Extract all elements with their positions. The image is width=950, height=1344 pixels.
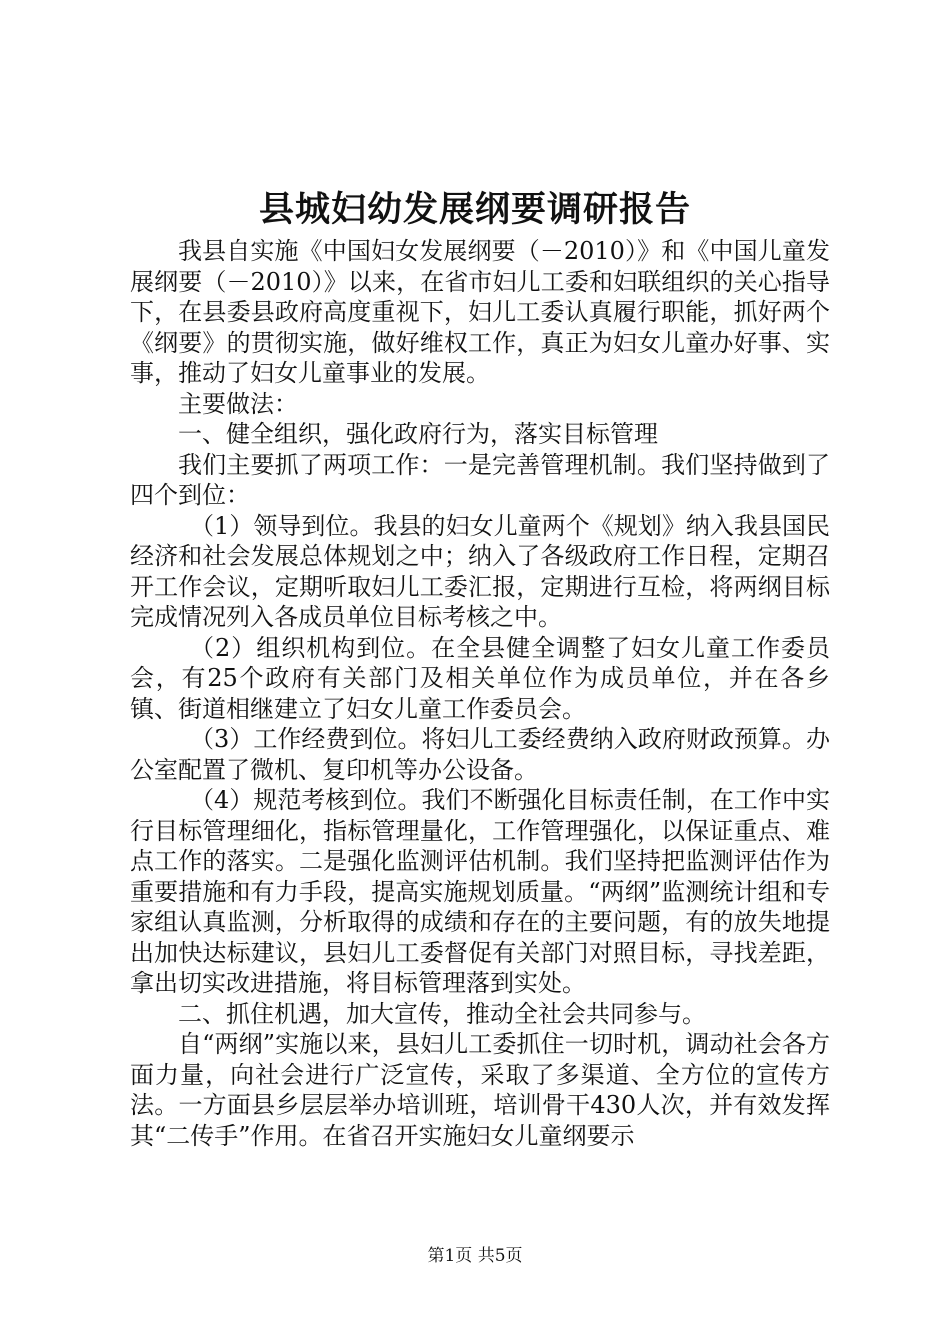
paragraph-publicity: 自“两纲”实施以来，县妇儿工委抓住一切时机，调动社会各方面力量，向社会进行广泛宣传，采取了多渠道、全方位的宣传方法。一方面县乡层层举办培训班，培训骨干430人次，并有效发挥其“二传手”作用。在省召开实施妇女儿童纲要示 (130, 1030, 830, 1150)
page-footer: 第1页 共5页 (427, 1246, 523, 1266)
section-heading-2: 二、抓住机遇，加大宣传，推动全社会共同参与。 (178, 999, 706, 1028)
paragraph-item-3: （3）工作经费到位。将妇儿工委经费纳入政府财政预算。办公室配置了微机、复印机等办公设备。 (130, 725, 830, 784)
paragraph-main-methods: 主要做法： (178, 389, 298, 418)
section-heading-1: 一、健全组织，强化政府行为，落实目标管理 (178, 420, 658, 448)
document-title: 县城妇幼发展纲要调研报告 (258, 189, 691, 230)
paragraph-item-1: （1）领导到位。我县的妇女儿童两个《规划》纳入我县国民经济和社会发展总体规划之中；纳入了各级政府工作日程，定期召开工作会议，定期听取妇儿工委汇报，定期进行互检，将两纲目标完成情况列入各成员单位目标考核之中。 (130, 511, 830, 631)
document-body (130, 236, 830, 1151)
paragraph-item-4: （4）规范考核到位。我们不断强化目标责任制，在工作中实行目标管理细化，指标管理量化，工作管理强化，以保证重点、难点工作的落实。二是强化监测评估机制。我们坚持把监测评估作为重要措施和有力手段，提高实施规划质量。“两纲”监测统计组和专家组认真监测，分析取得的成绩和存在的主要问题，有的放失地提出加快达标建议，县妇儿工委督促有关部门对照目标，寻找差距，拿出切实改进措施，将目标管理落到实处。 (130, 786, 830, 997)
paragraph-intro: 我县自实施《中国妇女发展纲要（－2010）》和《中国儿童发展纲要（－2010）》以来，在省市妇儿工委和妇联组织的关心指导下，在县委县政府高度重视下，妇儿工委认真履行职能，抓好两个《纲要》的贯彻实施，做好维权工作，真正为妇女儿童办好事、实事，推动了妇女儿童事业的发展。 (130, 237, 830, 387)
paragraph-item-2: （2）组织机构到位。在全县健全调整了妇女儿童工作委员会，有25个政府有关部门及相关单位作为成员单位，并在各乡镇、街道相继建立了妇女儿童工作委员会。 (130, 633, 830, 723)
paragraph-two-tasks: 我们主要抓了两项工作：一是完善管理机制。我们坚持做到了四个到位： (130, 450, 830, 509)
